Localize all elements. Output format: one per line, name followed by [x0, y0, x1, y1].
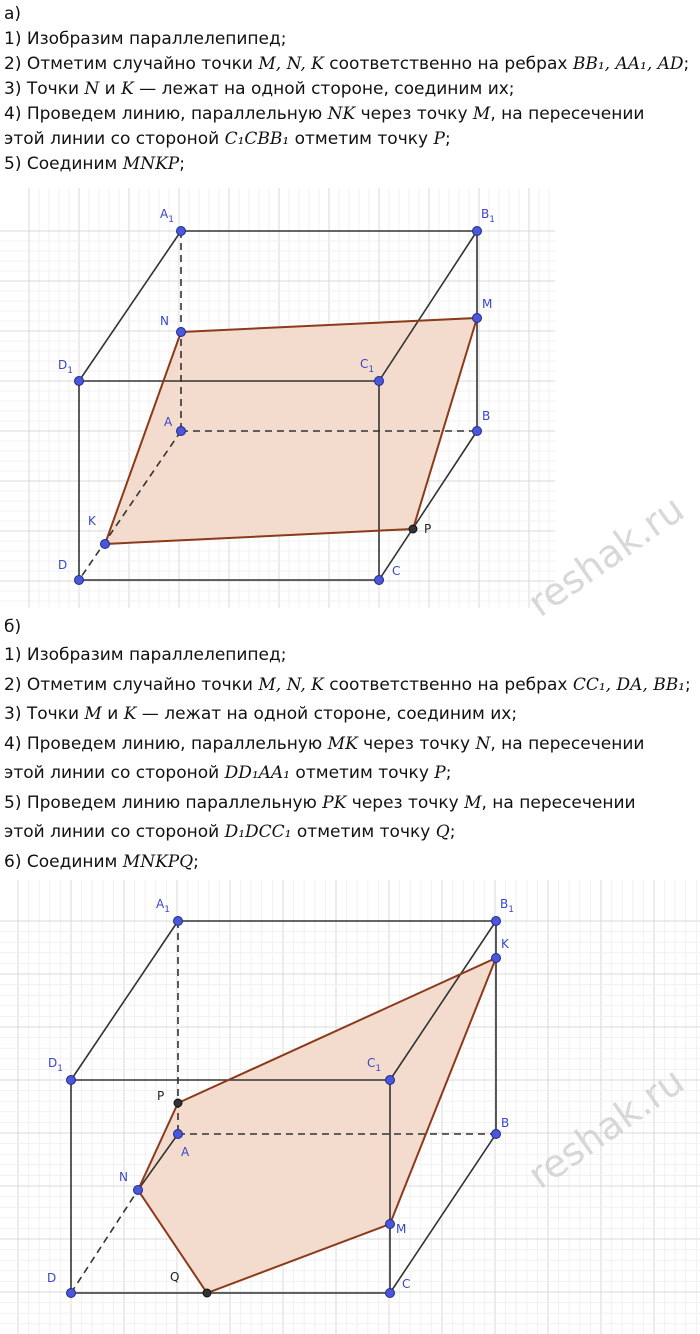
- part-b-heading: б): [4, 617, 22, 637]
- step-prefix: 3) Точки: [4, 79, 85, 99]
- point-p: [174, 1099, 182, 1107]
- label-m: M: [482, 297, 493, 311]
- label-b1: $B_1$: [481, 207, 495, 225]
- part-a-step: [4, 102, 644, 126]
- step-mid: отметим точку: [290, 763, 435, 783]
- point-c: [386, 1289, 395, 1298]
- part-a-step: [4, 152, 185, 176]
- step-prefix: 4) Проведем линию, параллельную: [4, 104, 328, 124]
- part-b-figure: [0, 880, 700, 1334]
- step-math1: PK: [322, 792, 347, 813]
- step-math2: K: [121, 79, 134, 99]
- step-prefix: 5) Соединим: [4, 154, 123, 174]
- label-n: N: [160, 314, 169, 328]
- label-a: A: [181, 1145, 190, 1159]
- step-prefix: 1) Изобразим параллелепипед;: [4, 645, 287, 665]
- label-k: K: [501, 937, 509, 951]
- point-b: [492, 1130, 501, 1139]
- step-math1: MK: [327, 733, 358, 754]
- step-mid: соответственно на ребрах: [323, 674, 573, 695]
- label-c1: $C_1$: [360, 357, 375, 375]
- part-b-step: [4, 643, 287, 667]
- point-b1: [473, 227, 482, 236]
- step-prefix: 1) Изобразим параллелепипед;: [4, 29, 287, 49]
- step-math2: P: [434, 763, 446, 783]
- label-a1: $A_1$: [156, 897, 170, 915]
- label-c: C: [392, 564, 401, 578]
- step-math1: MNKPQ: [122, 851, 194, 872]
- step-suffix: ;: [179, 154, 185, 174]
- step-suffix: — лежат на одной стороне, соединим их;: [133, 79, 515, 99]
- step-mid: через точку: [357, 733, 476, 754]
- step-math1: D₁DCC₁: [224, 822, 292, 842]
- label-d: D: [47, 1271, 57, 1285]
- label-b: B: [482, 409, 491, 423]
- point-d: [67, 1289, 76, 1298]
- point-k: [492, 954, 501, 963]
- step-math2: CC₁, DA, BB₁: [572, 674, 685, 695]
- part-b-step: [4, 673, 691, 697]
- label-p: P: [157, 1089, 165, 1103]
- step-prefix: этой линии со стороной: [4, 129, 225, 149]
- step-math2: K: [123, 704, 137, 724]
- part-b-step: [4, 761, 451, 785]
- step-mid: через точку: [346, 792, 465, 813]
- step-mid: соответственно на ребрах: [323, 54, 573, 74]
- part-b-step: [4, 732, 644, 756]
- label-d: D: [58, 558, 68, 572]
- step-suffix: ;: [193, 851, 199, 872]
- label-b: B: [501, 1116, 510, 1130]
- watermark-a: reshak.ru: [519, 486, 692, 626]
- label-c1: $C_1$: [367, 1056, 382, 1074]
- part-a-figure: [0, 188, 692, 626]
- step-math1: MNKP: [122, 154, 180, 174]
- label-d1: $D_1$: [48, 1056, 63, 1074]
- label-b1: $B_1$: [500, 897, 514, 915]
- step-math2: M: [464, 792, 482, 813]
- part-b-step: [4, 850, 199, 874]
- step-math1: M, N, K: [258, 54, 324, 74]
- label-m: M: [396, 1222, 407, 1236]
- step-math1: DD₁AA₁: [224, 763, 291, 783]
- point-n: [177, 328, 186, 337]
- step-math1: C₁CBB₁: [224, 129, 290, 149]
- step-prefix: 5) Проведем линию параллельную: [4, 792, 323, 813]
- step-suffix: , на пересечении: [481, 792, 636, 813]
- step-mid: отметим точку: [289, 129, 434, 149]
- part-a-heading: а): [4, 4, 22, 24]
- point-a1: [174, 917, 183, 926]
- step-suffix: ;: [444, 129, 451, 149]
- point-b1: [492, 917, 501, 926]
- watermark-b: reshak.ru: [519, 1058, 692, 1198]
- step-suffix: — лежат на одной стороне, соединим их;: [136, 704, 518, 724]
- step-math2: BB₁, AA₁, AD: [572, 54, 684, 74]
- step-prefix: 4) Проведем линию, параллельную: [4, 733, 328, 754]
- step-mid: отметим точку: [291, 822, 436, 842]
- step-math2: M: [472, 104, 491, 124]
- step-prefix: 6) Соединим: [4, 851, 123, 872]
- point-m: [473, 314, 482, 323]
- label-p: P: [424, 522, 432, 536]
- point-k: [101, 540, 110, 549]
- part-a-step: [4, 27, 287, 51]
- label-n: N: [119, 1170, 128, 1184]
- part-b-step: [4, 791, 636, 815]
- step-suffix: ;: [683, 54, 690, 74]
- step-math2: N: [475, 733, 491, 754]
- step-prefix: 3) Точки: [4, 704, 85, 724]
- step-math1: N: [84, 79, 100, 99]
- edge-dn-hidden: [71, 1190, 138, 1293]
- step-prefix: этой линии со стороной: [4, 763, 225, 783]
- step-math2: Q: [435, 822, 450, 842]
- step-prefix: 2) Отметим случайно точки: [4, 54, 259, 74]
- label-q: Q: [170, 1270, 180, 1284]
- label-k: K: [88, 514, 96, 528]
- point-c1: [386, 1076, 395, 1085]
- point-a1: [177, 227, 186, 236]
- point-b: [473, 427, 482, 436]
- label-a: A: [164, 415, 173, 429]
- point-c: [375, 576, 384, 585]
- step-math1: NK: [327, 104, 356, 124]
- part-a-step: [4, 52, 689, 76]
- edge-a1d1: [79, 231, 181, 381]
- step-suffix: ;: [445, 763, 452, 783]
- part-b-step: [4, 820, 455, 844]
- step-mid: через точку: [355, 104, 473, 124]
- point-q: [203, 1289, 211, 1297]
- point-p: [409, 525, 417, 533]
- point-d: [75, 576, 84, 585]
- point-d1: [67, 1076, 76, 1085]
- step-prefix: 2) Отметим случайно точки: [4, 674, 259, 695]
- label-d1: $D_1$: [58, 358, 73, 376]
- step-math1: M, N, K: [258, 674, 324, 695]
- point-c1: [375, 377, 384, 386]
- point-a: [174, 1130, 183, 1139]
- step-suffix: , на пересечении: [490, 104, 645, 124]
- point-m: [386, 1220, 395, 1229]
- label-c: C: [402, 1277, 411, 1291]
- step-math1: M: [84, 704, 102, 724]
- step-mid: и: [99, 79, 122, 99]
- label-a1: $A_1$: [160, 207, 174, 225]
- step-math2: P: [433, 129, 445, 149]
- step-prefix: этой линии со стороной: [4, 822, 225, 842]
- point-n: [134, 1186, 143, 1195]
- point-d1: [75, 377, 84, 386]
- part-b-step: [4, 702, 517, 726]
- step-suffix: ;: [449, 822, 456, 842]
- step-suffix: ;: [685, 674, 691, 695]
- point-a: [177, 427, 186, 436]
- step-suffix: , на пересечении: [490, 733, 645, 754]
- part-a-step: [4, 77, 515, 101]
- part-a-step: [4, 127, 451, 151]
- step-mid: и: [101, 704, 124, 724]
